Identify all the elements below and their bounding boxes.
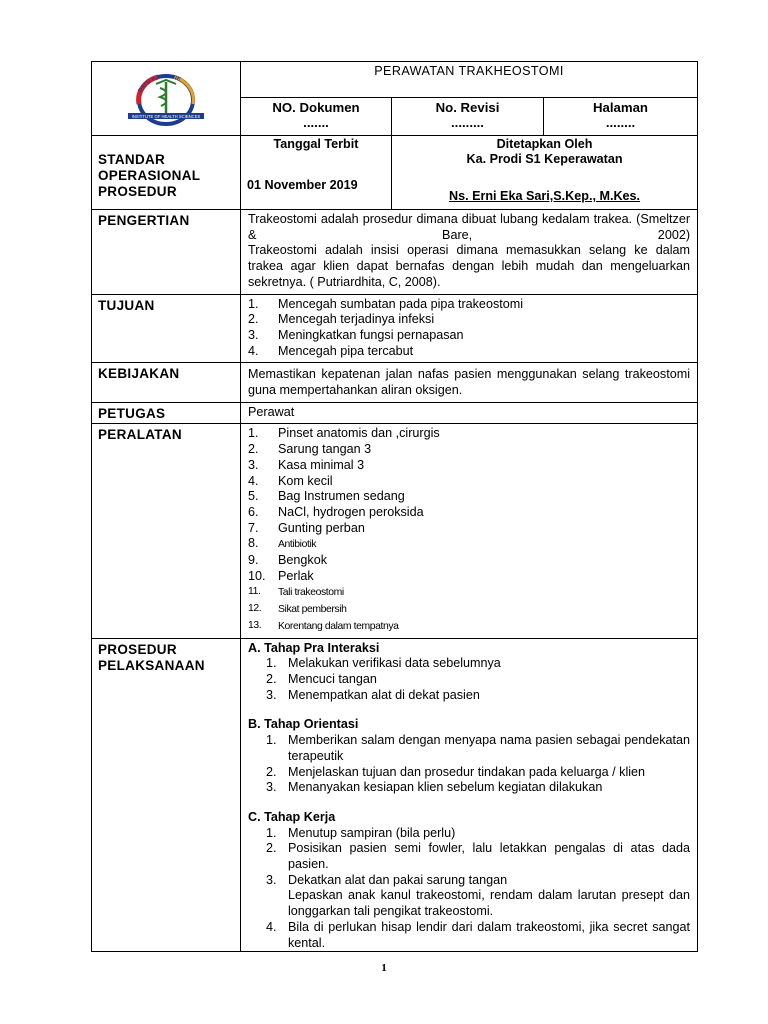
list-item: 7. Gunting perban (248, 520, 365, 535)
list-item: 2. Mencegah terjadinya infeksi (248, 312, 435, 327)
page-number: 1 (381, 962, 387, 974)
list-item: 1. Mencegah sumbatan pada pipa trakeostomi (248, 296, 524, 311)
tahap-orientasi-list (248, 733, 690, 796)
list-item: 3. Dekatkan alat dan pakai sarung tangan Lepaskan anak kanul trakeostomi, rendam dalam larutan presept dan longgarkan tali pengikat trakeostomi. (266, 872, 691, 919)
prosedur-label-line2: PELAKSANAAN (98, 657, 205, 673)
list-item: 11. Tali trakeostomi (248, 586, 344, 599)
tahap-kerja-title: C. Tahap Kerja (248, 809, 336, 824)
no-dokumen-label: NO. Dokumen (272, 99, 360, 115)
petugas-label: PETUGAS (92, 402, 241, 424)
list-item: 8. Antibiotik (248, 536, 317, 551)
list-item: 2. Menjelaskan tujuan dan prosedur tindakan pada keluarga / klien (266, 764, 646, 779)
no-revisi-cell (392, 97, 544, 135)
peralatan-label: PERALATAN (92, 424, 241, 638)
list-item: 13. Korentang dalam tempatnya (248, 619, 399, 632)
list-item: 12. Sikat pembersih (248, 603, 347, 616)
tanggal-terbit-label: Tanggal Terbit (273, 137, 359, 151)
list-item: 1. Menutup sampiran (bila perlu) (266, 825, 456, 840)
no-revisi-value: ......... (451, 114, 484, 130)
ditetapkan-label: Ditetapkan Oleh (496, 137, 593, 151)
tujuan-label: TUJUAN (92, 294, 241, 363)
list-item: 4. Kom kecil (248, 473, 333, 488)
tanggal-terbit-value: 01 November 2019 (247, 178, 358, 192)
signer-name: Ns. Erni Eka Sari,S.Kep., M.Kes. (448, 189, 641, 203)
list-item: 6. NaCl, hydrogen peroksida (248, 504, 424, 519)
list-item: 5. Bag Instrumen sedang (248, 489, 405, 504)
prosedur-content (241, 638, 698, 952)
halaman-label: Halaman (593, 99, 648, 115)
pengertian-p1: Trakeostomi adalah prosedur dimana dibuat lubang kedalam trakea. (Smeltzer & Bare, 2002) (248, 212, 691, 242)
sop-table (91, 61, 698, 952)
list-item: 1. Melakukan verifikasi data sebelumnya (266, 656, 501, 671)
svg-text:DATU KAMANNE: DATU KAMANNE (137, 73, 182, 94)
sop-label-line2: OPERASIONAL (98, 168, 201, 183)
peralatan-list (248, 426, 690, 634)
tahap-orientasi-title: B. Tahap Orientasi (248, 717, 359, 732)
list-item: 3. Menempatkan alat di dekat pasien (266, 687, 480, 702)
no-dokumen-value: ....... (303, 114, 329, 130)
logo-cell (92, 62, 241, 136)
ditetapkan-cell (392, 136, 698, 210)
list-item: 2. Mencuci tangan (266, 671, 377, 686)
prosedur-label (92, 638, 241, 952)
list-item: 2. Posisikan pasien semi fowler, lalu letakkan pengalas di atas dada pasien. (266, 841, 691, 872)
tanggal-terbit-cell (241, 136, 392, 210)
no-revisi-label: No. Revisi (435, 99, 500, 115)
list-item: 1. Pinset anatomis dan ,cirurgis (248, 426, 440, 441)
halaman-value: ........ (605, 114, 636, 130)
list-item: 9. Bengkok (248, 553, 328, 568)
kebijakan-content: Memastikan kepatenan jalan nafas pasien menggunakan selang trakeostomi guna mempertahankan aliran oksigen. (241, 363, 698, 402)
institution-logo (98, 66, 234, 126)
list-item: 3. Kasa minimal 3 (248, 457, 365, 472)
prosedur-label-line1: PROSEDUR (98, 641, 177, 657)
ditetapkan-by: Ka. Prodi S1 Keperawatan (466, 152, 623, 166)
sop-document (91, 61, 697, 952)
document-title: PERAWATAN TRAKHEOSTOMI (241, 62, 698, 98)
sop-label-line1: STANDAR (98, 152, 166, 167)
tahap-kerja-list (248, 826, 690, 952)
petugas-content: Perawat (241, 402, 698, 424)
halaman-cell (544, 97, 698, 135)
list-item: 3. Meningkatkan fungsi pernapasan (248, 327, 464, 342)
svg-text:INSTITUTE OF HEALTH SCIENCES: INSTITUTE OF HEALTH SCIENCES (131, 113, 201, 119)
peralatan-content (241, 424, 698, 638)
list-item: 10. Perlak (248, 568, 314, 583)
list-item: 3. Menanyakan kesiapan klien sebelum kegiatan dilakukan (266, 780, 603, 795)
list-item: 1. Memberikan salam dengan menyapa nama pasien sebagai pendekatan terapeutik (266, 733, 691, 763)
tujuan-content (241, 294, 698, 363)
tahap-pra-interaksi-list (248, 656, 690, 703)
pengertian-content (241, 210, 698, 295)
tahap-pra-interaksi-title: A. Tahap Pra Interaksi (248, 640, 380, 655)
tahap-kerja-item3-detail: Lepaskan anak kanul trakeostomi, rendam dalam larutan presept dan longgarkan tali pengikat trakeostomi. (288, 888, 691, 919)
sop-label (92, 136, 241, 210)
no-dokumen-cell (241, 97, 392, 135)
sop-label-line3: PROSEDUR (98, 184, 177, 199)
tujuan-list (248, 297, 690, 360)
kebijakan-label: KEBIJAKAN (92, 363, 241, 402)
pengertian-label: PENGERTIAN (92, 210, 241, 295)
list-item: 4. Bila di perlukan hisap lendir dari dalam trakeostomi, jika secret sangat kental. (266, 919, 691, 950)
pengertian-p2: Trakeostomi adalah insisi operasi dimana memasukkan selang ke dalam trakea agar klien dapat bernafas dengan lebih mudah dan mengeluarkan sekretnya. ( Putriardhita, C, 2008). (248, 243, 691, 289)
list-item: 2. Sarung tangan 3 (248, 442, 372, 457)
list-item: 4. Mencegah pipa tercabut (248, 343, 414, 358)
